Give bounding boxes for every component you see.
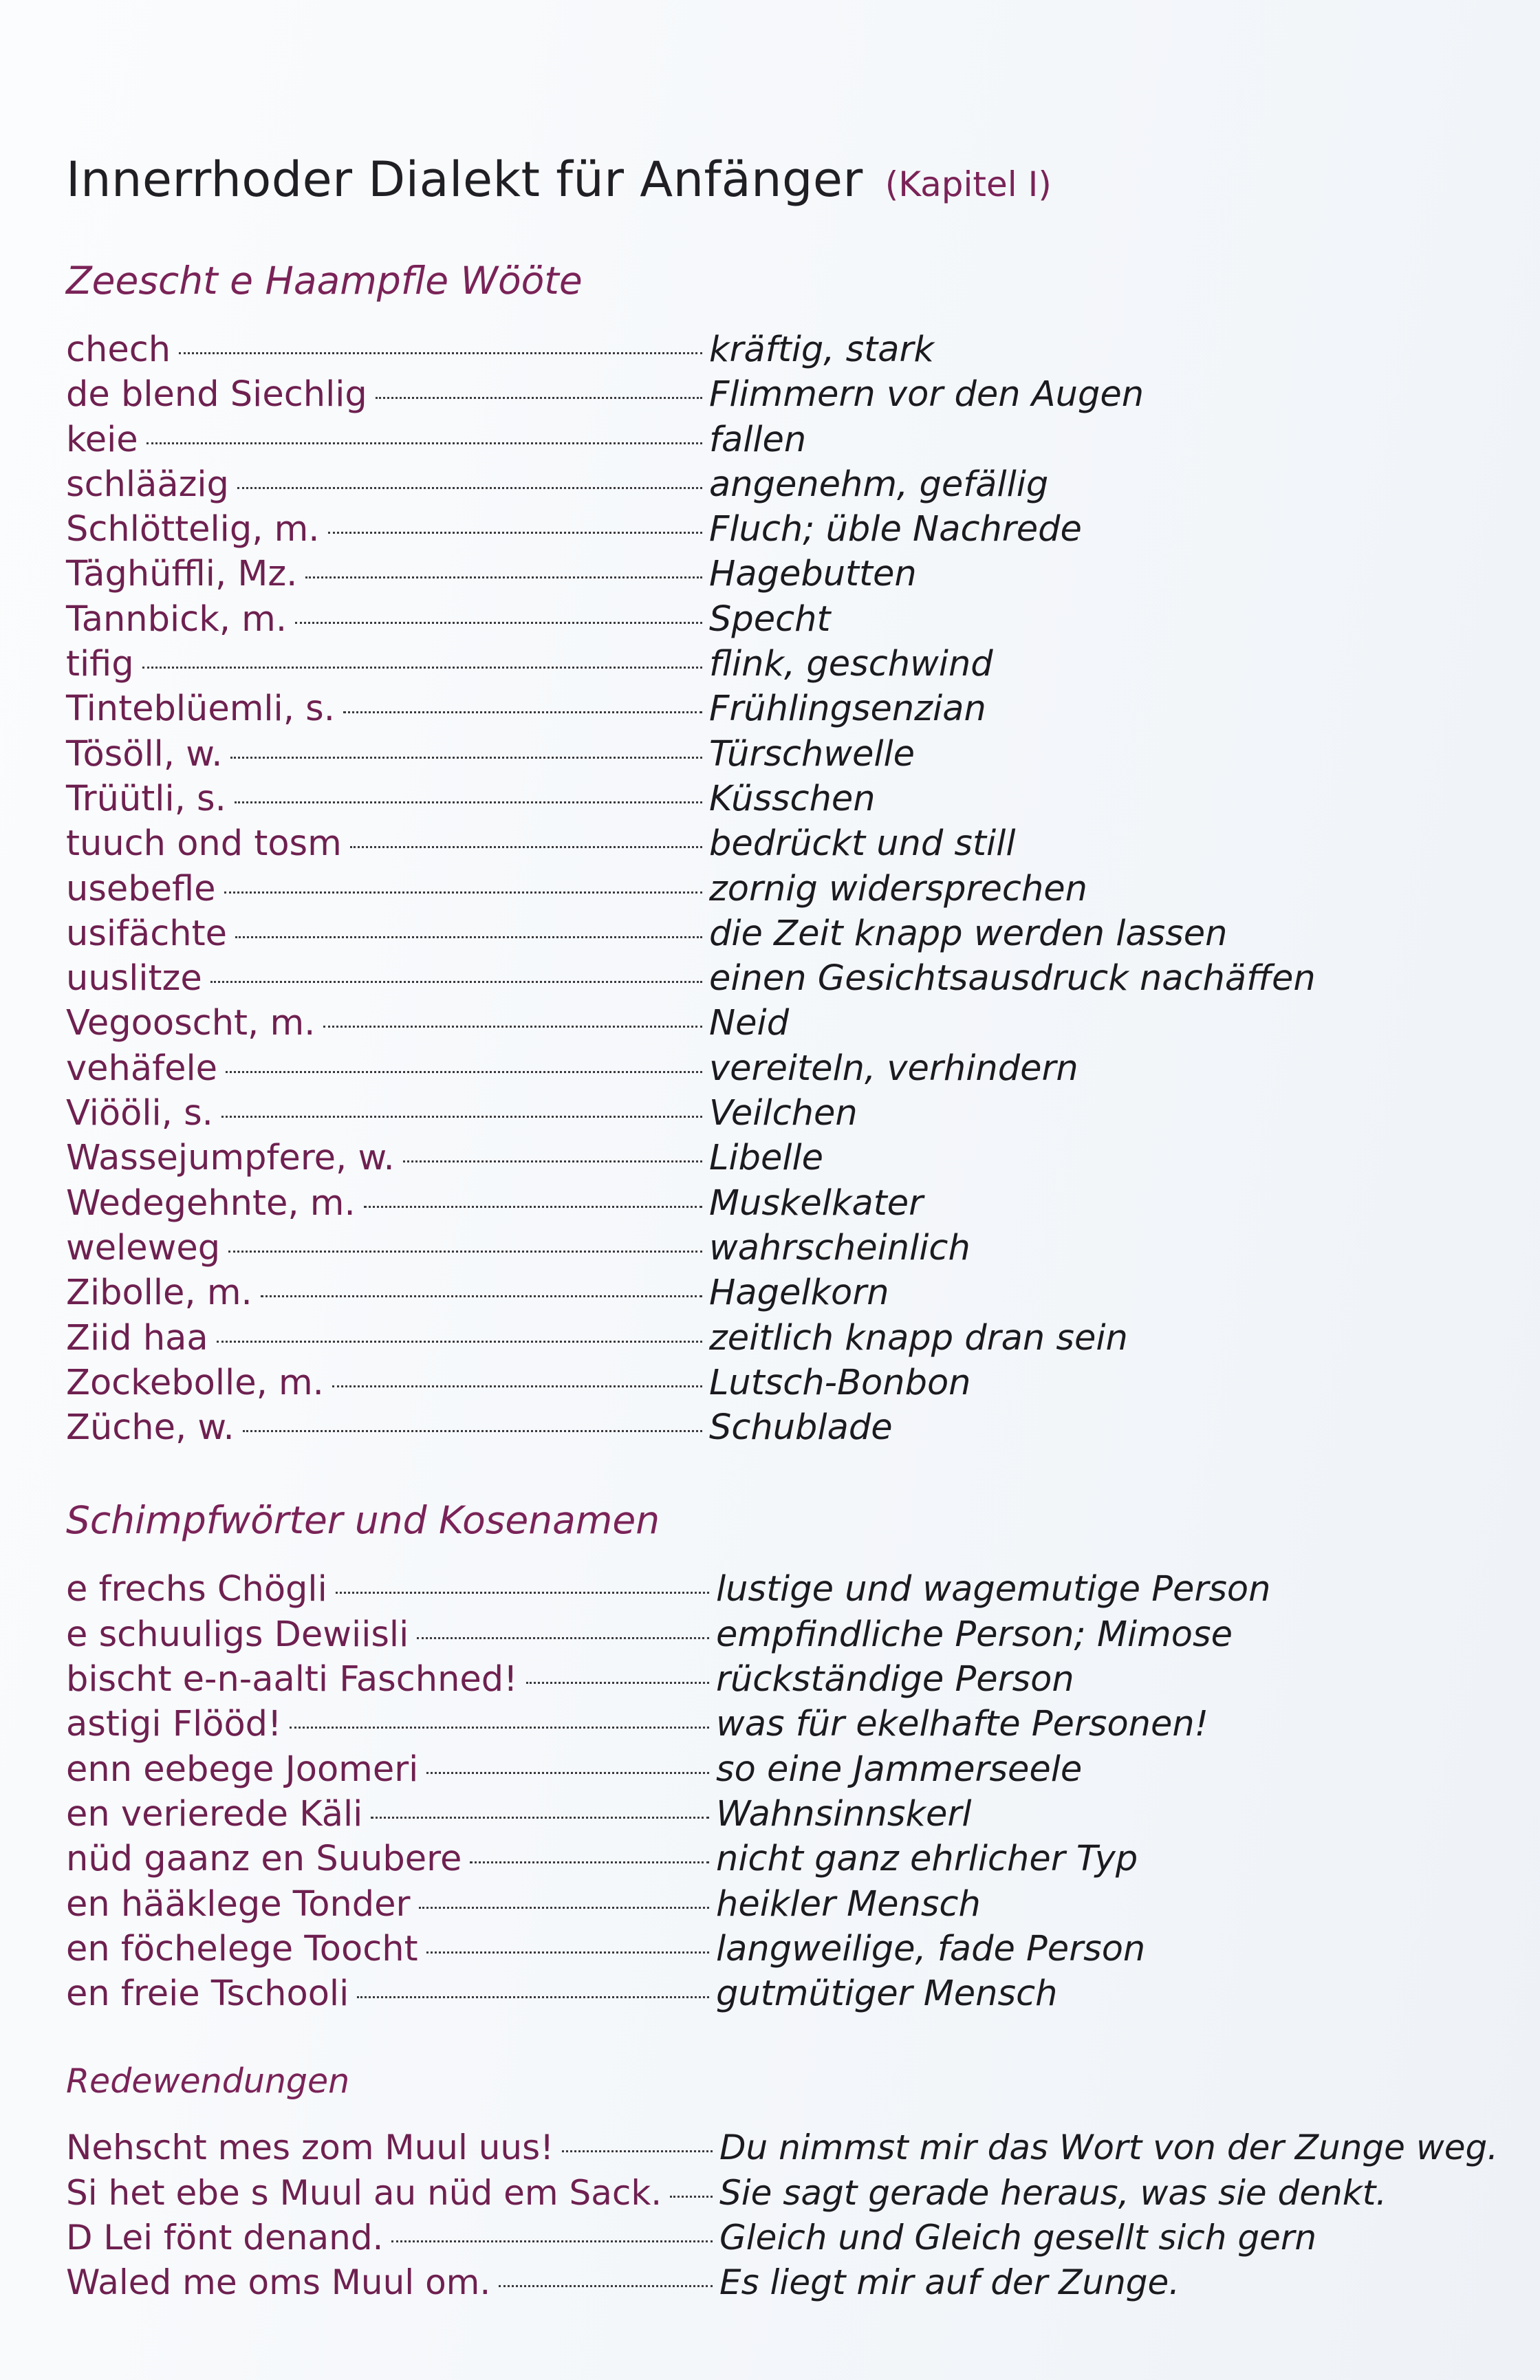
meaning: nicht ganz ehrlicher Typ bbox=[716, 1839, 1138, 1880]
meaning: Fluch; üble Nachrede bbox=[709, 509, 1082, 550]
phrase-entry bbox=[66, 1567, 1504, 1612]
dot-leader bbox=[403, 1160, 702, 1162]
idiom-entry bbox=[66, 2171, 1504, 2216]
meaning: Du nimmst mir das Wort von der Zunge weg. bbox=[719, 2128, 1499, 2168]
term: en verierede Käli bbox=[66, 1793, 363, 1835]
term: Tösöll, w. bbox=[66, 733, 223, 775]
term: en hääklege Tonder bbox=[66, 1883, 411, 1925]
dot-leader bbox=[376, 397, 702, 399]
term: usifächte bbox=[66, 913, 228, 954]
dot-leader bbox=[426, 1772, 709, 1774]
dot-leader bbox=[526, 1682, 709, 1684]
term: Zockebolle, m. bbox=[66, 1362, 324, 1403]
phrase-entry bbox=[66, 1792, 1504, 1837]
word-entry bbox=[66, 821, 1504, 866]
idiom-list bbox=[66, 2125, 1504, 2305]
dot-leader bbox=[221, 1116, 702, 1118]
dot-leader bbox=[364, 1206, 702, 1208]
dot-leader bbox=[226, 1071, 702, 1073]
dot-leader bbox=[670, 2196, 713, 2198]
term: Wassejumpfere, w. bbox=[66, 1138, 395, 1179]
phrase-entry bbox=[66, 1657, 1504, 1702]
word-list bbox=[66, 327, 1504, 1450]
term: Trüütli, s. bbox=[66, 778, 226, 819]
term: usebefle bbox=[66, 868, 216, 909]
meaning: Muskelkater bbox=[709, 1182, 924, 1224]
term: e frechs Chögli bbox=[66, 1569, 327, 1610]
word-entry bbox=[66, 1136, 1504, 1180]
term: de blend Siechlig bbox=[66, 374, 367, 415]
meaning: Lutsch-Bonbon bbox=[709, 1362, 971, 1403]
word-entry bbox=[66, 552, 1504, 596]
term: chech bbox=[66, 329, 171, 370]
meaning: so eine Jammerseele bbox=[716, 1749, 1083, 1790]
dot-leader bbox=[391, 2240, 713, 2242]
section-heading-idioms: Redewendungen bbox=[66, 2062, 350, 2101]
dot-leader bbox=[328, 532, 702, 534]
term: tifig bbox=[66, 644, 134, 685]
dot-leader bbox=[210, 981, 702, 983]
word-entry bbox=[66, 867, 1504, 911]
word-entry bbox=[66, 372, 1504, 417]
meaning: Specht bbox=[709, 598, 831, 640]
term: uuslitze bbox=[66, 958, 202, 999]
meaning: einen Gesichtsausdruck nachäffen bbox=[709, 958, 1316, 999]
dot-leader bbox=[499, 2285, 713, 2287]
term: en freie Tschooli bbox=[66, 1973, 349, 2015]
meaning: Frühlingsenzian bbox=[709, 689, 986, 730]
dot-leader bbox=[419, 1907, 709, 1909]
word-entry bbox=[66, 462, 1504, 507]
dot-leader bbox=[147, 442, 702, 444]
phrase-entry bbox=[66, 1702, 1504, 1746]
dot-leader bbox=[350, 846, 702, 848]
meaning: Türschwelle bbox=[709, 733, 915, 775]
idiom-entry bbox=[66, 2125, 1504, 2170]
word-entry bbox=[66, 597, 1504, 642]
term: Züche, w. bbox=[66, 1407, 235, 1449]
term: D Lei fönt denand. bbox=[66, 2217, 384, 2258]
word-entry bbox=[66, 732, 1504, 777]
phrase-entry bbox=[66, 1612, 1504, 1657]
dot-leader bbox=[235, 801, 702, 803]
meaning: flink, geschwind bbox=[709, 644, 993, 685]
meaning: die Zeit knapp werden lassen bbox=[709, 913, 1228, 954]
word-entry bbox=[66, 327, 1504, 372]
meaning: angenehm, gefällig bbox=[709, 464, 1049, 505]
term: vehäfele bbox=[66, 1048, 218, 1089]
meaning: was für ekelhafte Personen! bbox=[716, 1704, 1209, 1745]
meaning: bedrückt und still bbox=[709, 823, 1016, 865]
term: Ziid haa bbox=[66, 1317, 208, 1359]
idiom-entry bbox=[66, 2216, 1504, 2260]
meaning: Küsschen bbox=[709, 778, 876, 819]
term: en föchelege Toocht bbox=[66, 1928, 418, 1969]
word-entry bbox=[66, 1361, 1504, 1405]
dot-leader bbox=[237, 487, 702, 489]
word-entry bbox=[66, 686, 1504, 731]
meaning: Veilchen bbox=[709, 1093, 858, 1134]
word-entry bbox=[66, 642, 1504, 686]
term: Täghüffli, Mz. bbox=[66, 554, 298, 595]
dot-leader bbox=[357, 1996, 709, 1998]
word-entry bbox=[66, 1270, 1504, 1315]
word-entry bbox=[66, 956, 1504, 1001]
meaning: gutmütiger Mensch bbox=[716, 1973, 1058, 2015]
meaning: zornig widersprechen bbox=[709, 868, 1087, 909]
term: keie bbox=[66, 419, 138, 460]
meaning: Hagelkorn bbox=[709, 1273, 889, 1314]
word-entry bbox=[66, 418, 1504, 462]
term: Nehscht mes zom Muul uus! bbox=[66, 2128, 554, 2168]
term: schlääzig bbox=[66, 464, 229, 505]
dot-leader bbox=[332, 1385, 702, 1387]
meaning: Gleich und Gleich gesellt sich gern bbox=[719, 2217, 1317, 2258]
insult-list bbox=[66, 1567, 1504, 2016]
dot-leader bbox=[323, 1026, 702, 1028]
word-entry bbox=[66, 1405, 1504, 1450]
dot-leader bbox=[290, 1727, 709, 1729]
term: Viööli, s. bbox=[66, 1093, 213, 1134]
meaning: Flimmern vor den Augen bbox=[709, 374, 1145, 415]
word-entry bbox=[66, 1226, 1504, 1270]
dot-leader bbox=[228, 1251, 702, 1253]
dot-leader bbox=[243, 1430, 702, 1432]
dot-leader bbox=[470, 1861, 709, 1863]
term: bischt e-n-aalti Faschned! bbox=[66, 1659, 518, 1700]
dot-leader bbox=[305, 576, 702, 578]
section-words bbox=[66, 259, 1504, 1450]
meaning: Libelle bbox=[709, 1138, 824, 1179]
word-entry bbox=[66, 507, 1504, 552]
dot-leader bbox=[179, 352, 702, 354]
section-heading-words: Zeescht e Haampfle Wööte bbox=[66, 259, 583, 303]
dot-leader bbox=[235, 936, 702, 938]
page-title: Innerrhoder Dialekt für Anfänger bbox=[66, 151, 863, 208]
section-insults bbox=[66, 1498, 1504, 2016]
term: Tannbick, m. bbox=[66, 598, 288, 640]
dot-leader bbox=[426, 1951, 709, 1954]
term: e schuuligs Dewiisli bbox=[66, 1614, 409, 1655]
section-heading-insults: Schimpfwörter und Kosenamen bbox=[66, 1498, 660, 1543]
phrase-entry bbox=[66, 1927, 1504, 1971]
word-entry bbox=[66, 1046, 1504, 1091]
dot-leader bbox=[336, 1592, 709, 1594]
term: Tinteblüemli, s. bbox=[66, 689, 335, 730]
meaning: Hagebutten bbox=[709, 554, 917, 595]
meaning: Wahnsinnskerl bbox=[716, 1793, 972, 1835]
meaning: vereiteln, verhindern bbox=[709, 1048, 1078, 1089]
meaning: lustige und wagemutige Person bbox=[716, 1569, 1271, 1610]
term: weleweg bbox=[66, 1227, 221, 1268]
dot-leader bbox=[261, 1295, 702, 1297]
meaning: empfindliche Person; Mimose bbox=[716, 1614, 1233, 1655]
meaning: Sie sagt gerade heraus, was sie denkt. bbox=[719, 2172, 1387, 2213]
word-entry bbox=[66, 911, 1504, 956]
phrase-entry bbox=[66, 1747, 1504, 1792]
word-entry bbox=[66, 777, 1504, 821]
term: Zibolle, m. bbox=[66, 1273, 252, 1314]
section-idioms bbox=[66, 2062, 1504, 2305]
meaning: rückständige Person bbox=[716, 1659, 1074, 1700]
word-entry bbox=[66, 1181, 1504, 1226]
meaning: Schublade bbox=[709, 1407, 893, 1449]
dictionary-page bbox=[66, 151, 1504, 2306]
word-entry bbox=[66, 1001, 1504, 1046]
dot-leader bbox=[562, 2150, 713, 2152]
term: Vegooscht, m. bbox=[66, 1003, 316, 1044]
term: astigi Flööd! bbox=[66, 1704, 282, 1745]
dot-leader bbox=[230, 757, 702, 759]
phrase-entry bbox=[66, 1971, 1504, 2016]
word-entry bbox=[66, 1091, 1504, 1136]
meaning: wahrscheinlich bbox=[709, 1227, 970, 1268]
term: enn eebege Joomeri bbox=[66, 1749, 419, 1790]
title-row bbox=[66, 151, 1504, 208]
meaning: fallen bbox=[709, 419, 807, 460]
dot-leader bbox=[343, 711, 702, 713]
dot-leader bbox=[417, 1637, 709, 1639]
meaning: zeitlich knapp dran sein bbox=[709, 1317, 1128, 1359]
idiom-entry bbox=[66, 2260, 1504, 2305]
dot-leader bbox=[295, 622, 702, 624]
phrase-entry bbox=[66, 1837, 1504, 1881]
dot-leader bbox=[142, 667, 702, 669]
term: Schlöttelig, m. bbox=[66, 509, 320, 550]
dot-leader bbox=[371, 1817, 709, 1819]
term: Wedegehnte, m. bbox=[66, 1182, 356, 1224]
meaning: heikler Mensch bbox=[716, 1883, 981, 1925]
term: tuuch ond tosm bbox=[66, 823, 342, 865]
dot-leader bbox=[224, 891, 702, 894]
meaning: Neid bbox=[709, 1003, 790, 1044]
term: Si het ebe s Muul au nüd em Sack. bbox=[66, 2172, 662, 2213]
phrase-entry bbox=[66, 1882, 1504, 1927]
word-entry bbox=[66, 1316, 1504, 1361]
term: nüd gaanz en Suubere bbox=[66, 1839, 462, 1880]
chapter-label: (Kapitel I) bbox=[885, 164, 1052, 204]
meaning: Es liegt mir auf der Zunge. bbox=[719, 2262, 1180, 2303]
meaning: langweilige, fade Person bbox=[716, 1928, 1146, 1969]
term: Waled me oms Muul om. bbox=[66, 2262, 491, 2303]
dot-leader bbox=[217, 1341, 702, 1343]
meaning: kräftig, stark bbox=[709, 329, 934, 370]
